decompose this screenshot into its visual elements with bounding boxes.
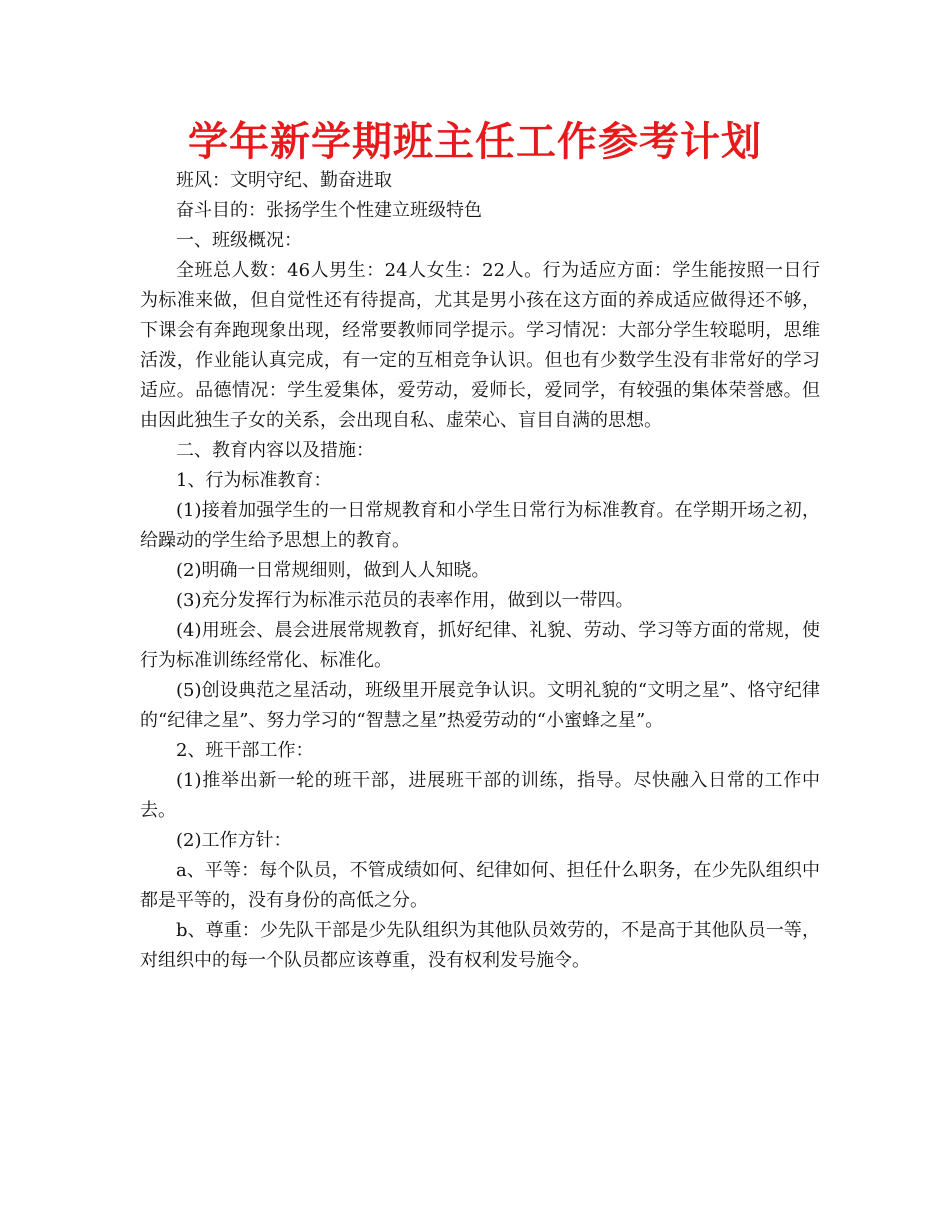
list-item: (2)工作方针： <box>176 830 292 851</box>
list-item: (1)接着加强学生的一日常规教育和小学生日常行为标准教育。在学期开场之初，给躁动的学生给予思想上的教育。 <box>140 500 820 551</box>
list-item: b、尊重：少先队干部是少先队组织为其他队员效劳的，不是高于其他队员一等，对组织中的每一个队员都应该尊重，没有权利发号施令。 <box>140 920 820 971</box>
list-item: (5)创设典范之星活动，班级里开展竞争认识。文明礼貌的“文明之星”、恪守纪律的“纪律之星”、努力学习的“智慧之星”热爱劳动的“小蜜蜂之星”。 <box>140 680 820 731</box>
subsection-heading-cadres: 2、班干部工作： <box>176 740 314 761</box>
document-body <box>140 166 820 976</box>
paragraph-class-style: 班风：文明守纪、勤奋进取 <box>176 170 392 191</box>
paragraph-goal: 奋斗目的：张扬学生个性建立班级特色 <box>176 200 482 221</box>
section-heading-measures: 二、教育内容以及措施： <box>176 440 374 461</box>
list-item: a、平等：每个队员，不管成绩如何、纪律如何、担任什么职务，在少先队组织中都是平等的，没有身份的高低之分。 <box>140 860 820 911</box>
list-item: (2)明确一日常规细则，做到人人知晓。 <box>176 560 490 581</box>
list-item: (4)用班会、晨会进展常规教育，抓好纪律、礼貌、劳动、学习等方面的常规，使行为标准训练经常化、标准化。 <box>140 620 820 671</box>
section-heading-overview: 一、班级概况： <box>176 230 302 251</box>
subsection-heading-behavior: 1、行为标准教育： <box>176 470 332 491</box>
list-item: (3)充分发挥行为标准示范员的表率作用，做到以一带四。 <box>176 590 634 611</box>
document-title: 学年新学期班主任工作参考计划 <box>188 119 762 165</box>
paragraph-overview: 全班总人数：46人男生：24人女生：22人。行为适应方面：学生能按照一日行为标准来做，但自觉性还有待提高，尤其是男小孩在这方面的养成适应做得还不够，下课会有奔跑现象出现，经常要教师同学提示。学习情况：大部分学生较聪明，思维活泼，作业能认真完成，有一定的互相竞争认识。但也有少数学生没有非常好的学习适应。品德情况：学生爱集体，爱劳动，爱师长，爱同学，有较强的集体荣誉感。但由因此独生子女的关系，会出现自私、虚荣心、盲目自满的思想。 <box>140 260 820 431</box>
list-item: (1)推举出新一轮的班干部，进展班干部的训练，指导。尽快融入日常的工作中去。 <box>140 770 820 821</box>
